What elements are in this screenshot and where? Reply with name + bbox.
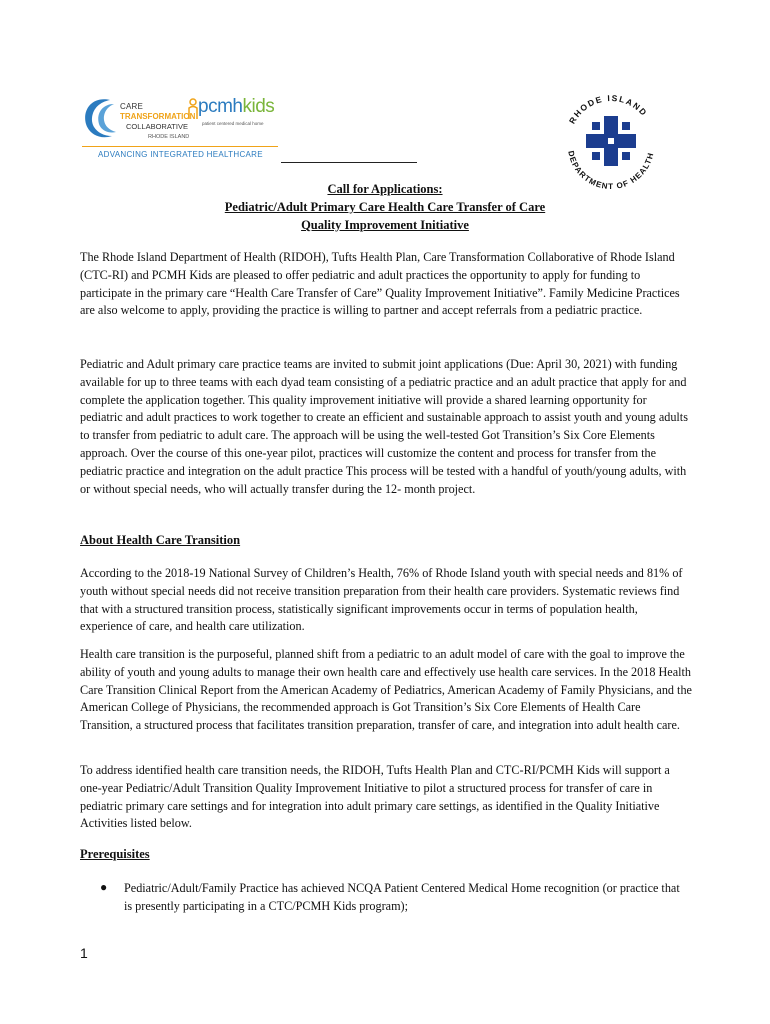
document-title [80,180,690,234]
seal-top-text: RHODE ISLAND [566,92,650,126]
pcmh-kids-logo [184,94,284,134]
prereq-bullet-1: Pediatric/Adult/Family Practice has achieved NCQA Patient Centered Medical Home recognition (or practice that is presently participating in a CTC/PCMH Kids program); [124,881,680,913]
ri-doh-seal [556,90,666,190]
pcmh-brand-kids: kids [242,96,275,117]
title-line-1: Call for Applications: [327,182,443,196]
page-number: 1 [80,945,88,961]
about-heading: About Health Care Transition [80,533,241,547]
bullet-icon: ● [100,880,108,894]
about-paragraph-3: To address identified health care transition needs, the RIDOH, Tufts Health Plan and CTC-RI/PCMH Kids will support a one-year Pediatric/Adult Transition Quality Improvement Initiative to pilot a structured process for transfer of care in pediatric primary care settings and for integration into adult primary care settings, as identified in the Quality Initiative Activities listed below. [80,763,670,831]
title-line-3: Quality Improvement Initiative [301,218,469,232]
intro-paragraph-2: Pediatric and Adult primary care practice teams are invited to submit joint applications (Due: April 30, 2021) with funding available for up to three teams with each dyad team consisting of a pediatric practice and an adult practice that apply for and complete the application together. This quality improvement initiative will provide a shared learning opportunity for pediatric and adult practices to work together to create an efficient and sustainable approach to assist youth and young adults to transfer from pediatric to adult care. The approach will be using the well-tested Got Transition’s Six Core Elements approach. Over the course of this one-year pilot, practices will customize the content and process for transfer from the pediatric practice and integration on the adult practice This process will be tested with a handful of youth/young adults, with or without special needs, who will actually transfer during the 12- month project. [80,357,688,496]
header-rule [281,162,417,163]
ctc-line3: COLLABORATIVE [126,122,188,131]
title-line-2: Pediatric/Adult Primary Care Health Care Transfer of Care [224,200,546,214]
intro-paragraph-1: The Rhode Island Department of Health (RIDOH), Tufts Health Plan, Care Transformation Collaborative of Rhode Island (CTC-RI) and PCMH Kids are pleased to offer pediatric and adult practices the opportunity to apply for funding to participate in the primary care “Health Care Transfer of Care” Quality Improvement Initiative”. Family Medicine Practices are also welcome to apply, providing the practice is willing to partner and accept referrals from a pediatric practice. [80,250,680,318]
seal-bottom-text: DEPARTMENT OF HEALTH [566,149,656,190]
about-paragraph-1: According to the 2018-19 National Survey of Children’s Health, 76% of Rhode Island youth with special needs and 81% of youth without special needs did not receive transition preparation from their health care providers. Systematic reviews find that with a structured transition process, statistically significant improvements occur in terms of population health, experience of care, and health care utilization. [80,566,683,634]
ctc-line4: RHODE ISLAND [148,134,190,140]
pcmh-tagline: patient centered medical home [202,121,264,126]
pcmh-brand-main: pcmh [198,96,243,117]
ctc-line2: TRANSFORMATION [120,112,196,121]
ctc-swoosh-icon [80,94,122,140]
prereq-heading: Prerequisites [80,847,150,861]
ctc-line1: CARE [120,102,144,111]
pcmh-wordmark [198,96,274,118]
ctc-tagline: ADVANCING INTEGRATED HEALTHCARE [98,150,263,159]
logo-divider [82,146,278,147]
about-paragraph-2: Health care transition is the purposeful, planned shift from a pediatric to an adult model of care with the goal to improve the ability of youth and young adults to manage their own health care and effectively use health care services. In the 2018 Health Care Transition Clinical Report from the American Academy of Pediatrics, American Academy of Family Physicians, and the American College of Physicians, the recommended approach is Got Transition’s Six Core Elements of Health Care Transition, a structured process that facilitates transition preparation, transfer of care, and integration into adult health care. [80,647,692,733]
ctc-pcmh-logo [80,92,280,162]
